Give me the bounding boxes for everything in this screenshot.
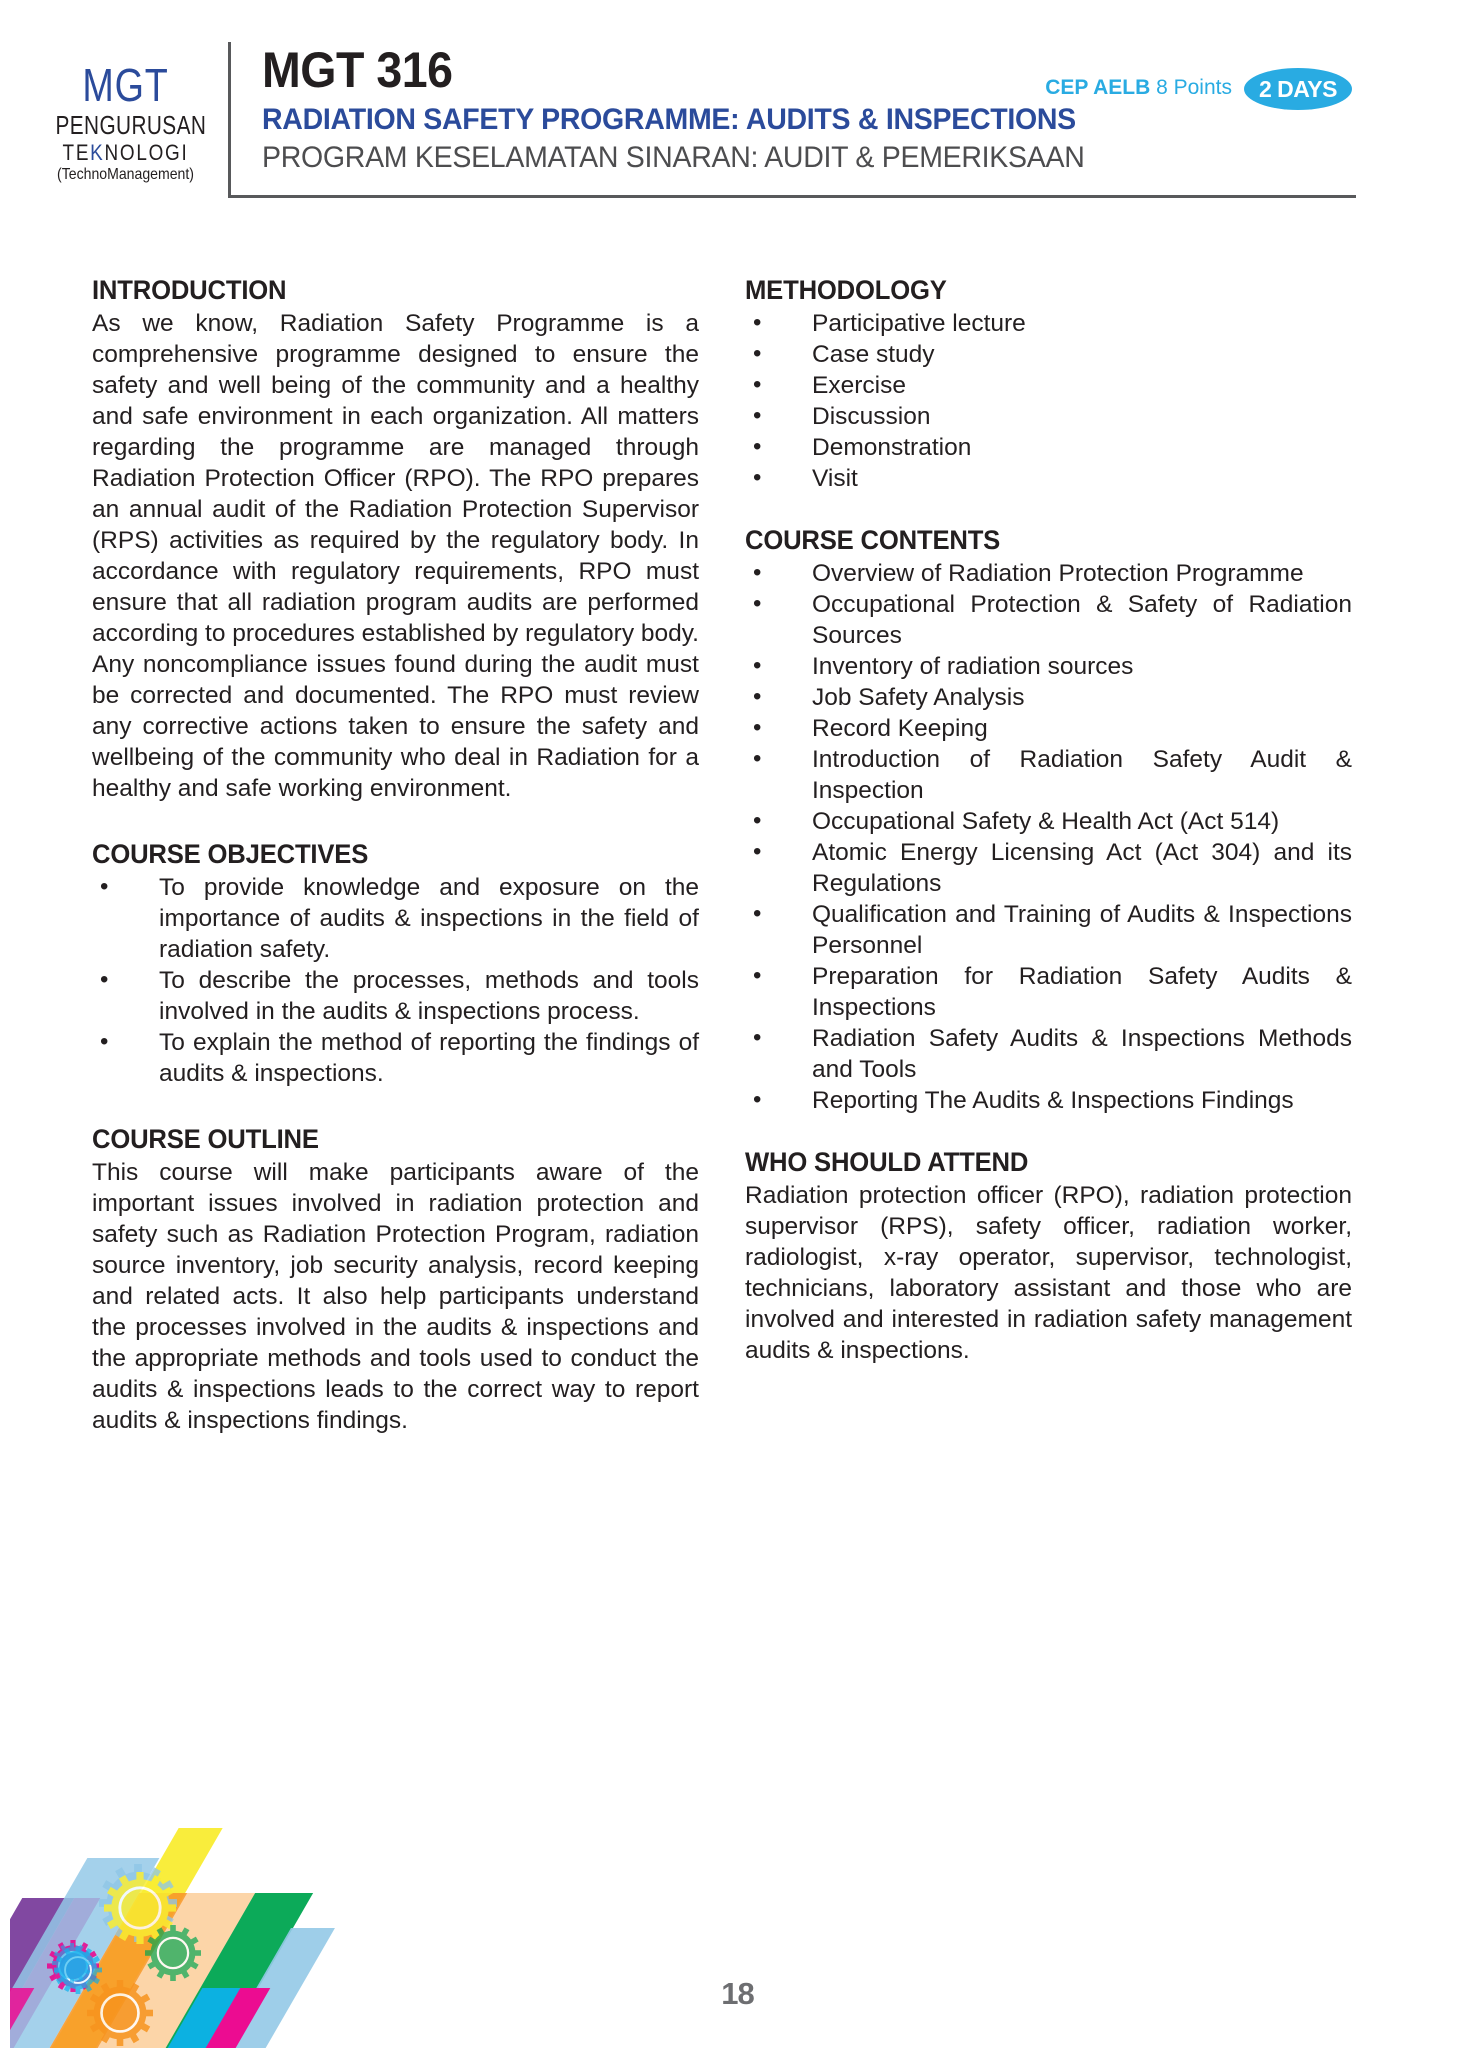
heading-introduction: INTRODUCTION	[92, 275, 287, 305]
mgt-logo	[38, 59, 213, 183]
duration-badge: 2 DAYS	[1244, 68, 1352, 110]
course-title-malay: PROGRAM KESELAMATAN SINARAN: AUDIT & PEMERIKSAAN	[262, 141, 1085, 174]
list-item-text: • Radiation Safety Audits & Inspections Methods and Tools	[812, 1024, 1352, 1083]
list-item-text: • Case study	[812, 340, 935, 368]
course-outline-body: This course will make participants aware of the important issues involved in radiation protection and safety such as Radiation Protection Program, radiation source inventory, job security analysis, record keeping and related acts. It also help participants understand the processes involved in the audits & inspections and the appropriate methods and tools used to conduct the audits & inspections leads to the correct way to report audits & inspections findings.	[92, 1158, 699, 1434]
introduction-body: As we know, Radiation Safety Programme is a comprehensive programme designed to ensure the safety and well being of the community and a healthy and safe environment in each organization. All matters regarding the programme are managed through Radiation Protection Officer (RPO). The RPO prepares an annual audit of the Radiation Protection Supervisor (RPS) activities as required by the regulatory body. In accordance with regulatory requirements, RPO must ensure that all radiation program audits are performed according to procedures established by regulatory body. Any noncompliance issues found during the audit must be corrected and documented. The RPO must review any corrective actions taken to ensure the safety and wellbeing of the community who deal in Radiation for a healthy and safe working environment.	[92, 310, 699, 802]
list-item	[745, 559, 1352, 590]
list-item	[745, 464, 1352, 495]
list-item-text: • Overview of Radiation Protection Programme	[812, 559, 1304, 587]
methodology-list	[745, 309, 1352, 495]
list-item-text: • Qualification and Training of Audits & Inspections Personnel	[812, 900, 1352, 959]
list-item-text: • Record Keeping	[812, 714, 988, 742]
list-item-text: • Atomic Energy Licensing Act (Act 304) and its Regulations	[812, 838, 1352, 897]
list-item	[92, 873, 699, 966]
list-item	[92, 966, 699, 1028]
list-item	[745, 402, 1352, 433]
list-item	[745, 1024, 1352, 1086]
right-column	[745, 275, 1352, 1367]
page-header	[0, 0, 1475, 235]
list-item-text: • To explain the method of reporting the findings of audits & inspections.	[159, 1028, 699, 1087]
list-item-text: • To describe the processes, methods and tools involved in the audits & inspections process.	[159, 966, 699, 1025]
heading-who-should-attend: WHO SHOULD ATTEND	[745, 1146, 1029, 1177]
list-item	[745, 340, 1352, 371]
spacer	[92, 1090, 699, 1124]
course-contents-list	[745, 559, 1352, 1117]
list-item	[745, 900, 1352, 962]
list-item	[745, 590, 1352, 652]
cep-aelb-label: CEP AELB	[1045, 76, 1151, 99]
list-item-text: • Discussion	[812, 402, 931, 430]
header-vertical-divider	[228, 42, 231, 198]
list-item	[92, 1028, 699, 1090]
heading-course-contents: COURSE CONTENTS	[745, 524, 1001, 555]
list-item-text: • Occupational Protection & Safety of Radiation Sources	[812, 590, 1352, 649]
logo-line-technomanagement: (TechnoManagement)	[57, 166, 194, 183]
list-item	[745, 433, 1352, 464]
logo-teknologi-a: TE	[62, 140, 91, 165]
heading-methodology: METHODOLOGY	[745, 275, 947, 305]
logo-teknologi-b: NOLOGI	[104, 140, 189, 165]
cep-points-value: 8 Points	[1156, 76, 1232, 99]
course-title-english: RADIATION SAFETY PROGRAMME: AUDITS & INSPECTIONS	[262, 102, 1076, 136]
list-item-text: • Preparation for Radiation Safety Audits & Inspections	[812, 962, 1352, 1021]
spacer	[92, 805, 699, 839]
list-item	[745, 371, 1352, 402]
course-objectives-list	[92, 873, 699, 1090]
list-item	[745, 838, 1352, 900]
list-item-text: • Exercise	[812, 371, 906, 399]
list-item	[745, 1086, 1352, 1117]
list-item-text: • Job Safety Analysis	[812, 683, 1025, 711]
heading-course-outline: COURSE OUTLINE	[92, 1123, 319, 1154]
list-item-text: • Occupational Safety & Health Act (Act 514)	[812, 807, 1280, 835]
list-item-text: • Participative lecture	[812, 310, 1026, 337]
list-item	[745, 807, 1352, 838]
list-item	[745, 745, 1352, 807]
list-item	[745, 714, 1352, 745]
logo-line-pengurusan: PENGURUSAN	[55, 110, 207, 140]
list-item	[745, 309, 1352, 340]
course-code: MGT 316	[262, 42, 453, 98]
list-item-text: • To provide knowledge and exposure on the importance of audits & inspections in the field of radiation safety.	[159, 873, 699, 963]
page-number: 18	[721, 1976, 754, 2011]
cep-aelb-points	[1045, 76, 1232, 100]
logo-line-teknologi	[50, 142, 201, 164]
list-item-text: • Reporting The Audits & Inspections Findings	[812, 1086, 1294, 1114]
spacer	[745, 1117, 1352, 1147]
logo-line-mgt: MGT	[82, 59, 169, 111]
who-should-attend-body: Radiation protection officer (RPO), radiation protection supervisor (RPS), safety officer, radiation worker, radiologist, x-ray operator, supervisor, technologist, technicians, laboratory assistant and those who are involved and interested in radiation safety management audits & inspections.	[745, 1181, 1352, 1364]
list-item	[745, 683, 1352, 714]
list-item-text: • Visit	[812, 464, 858, 492]
heading-course-objectives: COURSE OBJECTIVES	[92, 838, 369, 869]
spacer	[745, 495, 1352, 525]
left-column	[92, 275, 699, 1437]
list-item	[745, 652, 1352, 683]
logo-teknologi-k: K	[90, 140, 105, 165]
header-horizontal-divider	[228, 195, 1356, 198]
list-item-text: • Demonstration	[812, 433, 972, 461]
list-item	[745, 962, 1352, 1024]
header-titles	[262, 44, 1352, 177]
list-item-text: • Inventory of radiation sources	[812, 652, 1134, 680]
list-item-text: • Introduction of Radiation Safety Audit & Inspection	[812, 745, 1352, 804]
